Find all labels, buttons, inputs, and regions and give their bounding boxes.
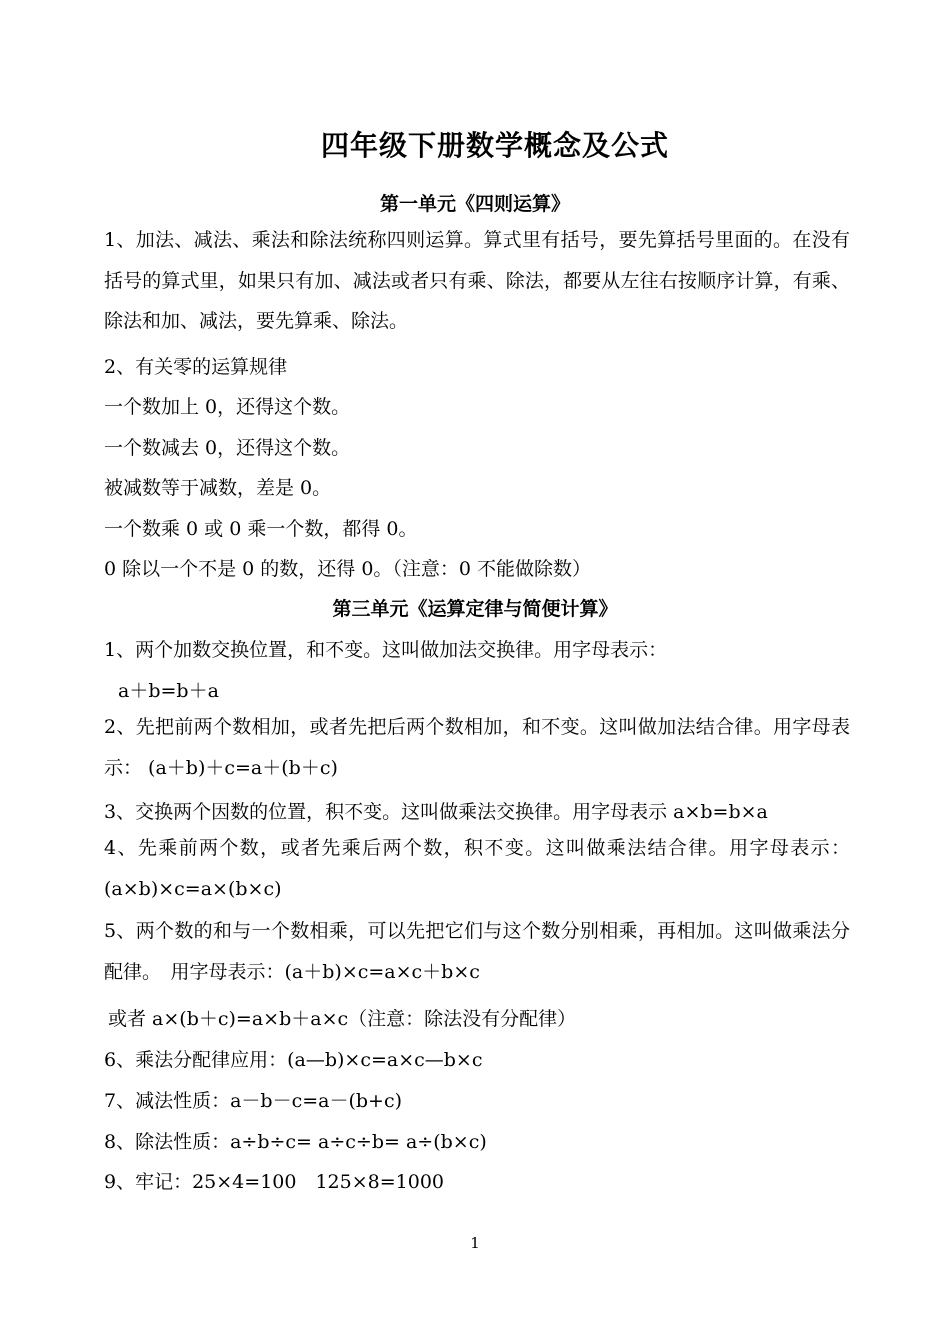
unit3-item1-formula: a＋b=b＋a — [118, 680, 219, 702]
page-number: 1 — [470, 1234, 480, 1252]
zero-rule-1: 一个数加上 0，还得这个数。 — [104, 396, 351, 418]
unit3-item8: 8、除法性质：a÷b÷c= a÷c÷b= a÷(b×c) — [104, 1131, 487, 1153]
unit3-item2: 2、先把前两个数相加，或者先把后两个数相加，和不变。这叫做加法结合律。用字母表示： (a＋b)＋c=a＋(b＋c) — [104, 716, 850, 779]
zero-rule-3: 被减数等于减数，差是 0。 — [104, 477, 332, 499]
unit3-item5: 5、两个数的和与一个数相乘，可以先把它们与这个数分别相乘，再相加。这叫做乘法分配律。 用字母表示：(a＋b)×c=a×c＋b×c — [104, 920, 850, 983]
zero-rule-5: 0 除以一个不是 0 的数，还得 0。（注意：0 不能做除数） — [104, 558, 592, 580]
unit3-item6: 6、乘法分配律应用：(a—b)×c=a×c—b×c — [104, 1049, 483, 1071]
unit1-heading: 第一单元《四则运算》 — [379, 193, 570, 215]
unit3-item3: 3、交换两个因数的位置，积不变。这叫做乘法交换律。用字母表示 a×b=b×a — [104, 801, 768, 823]
document-title: 四年级下册数学概念及公式 — [320, 129, 669, 162]
unit3-item4: 4、先乘前两个数，或者先乘后两个数，积不变。这叫做乘法结合律。用字母表示：(a×b)×c=a×(b×c) — [104, 837, 850, 900]
unit1-item2-title: 2、有关零的运算规律 — [104, 356, 288, 378]
unit3-item1: 1、两个加数交换位置，和不变。这叫做加法交换律。用字母表示： — [104, 639, 668, 661]
zero-rule-2: 一个数减去 0，还得这个数。 — [104, 437, 351, 459]
unit3-item9: 9、牢记：25×4=100 125×8=1000 — [104, 1171, 445, 1193]
unit3-item5-alt: 或者 a×(b＋c)=a×b＋a×c（注意：除法没有分配律） — [108, 1008, 577, 1030]
unit1-item1: 1、加法、减法、乘法和除法统称四则运算。算式里有括号，要先算括号里面的。在没有括号的算式里，如果只有加、减法或者只有乘、除法，都要从左往右按顺序计算，有乘、除法和加、减法，要先算乘、除法。 — [104, 229, 850, 332]
unit3-item7: 7、减法性质：a－b－c=a－(b+c) — [104, 1090, 403, 1112]
unit3-heading: 第三单元《运算定律与简便计算》 — [332, 598, 618, 620]
zero-rule-4: 一个数乘 0 或 0 乘一个数，都得 0。 — [104, 518, 418, 540]
